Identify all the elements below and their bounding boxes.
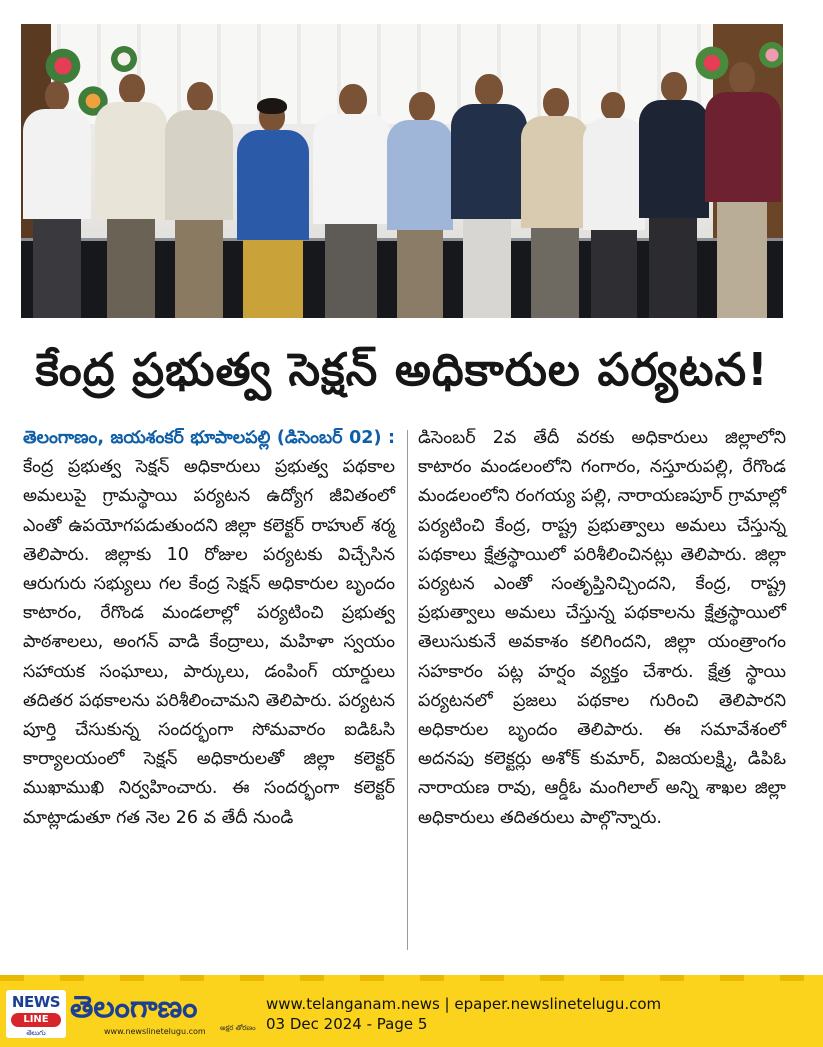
newsline-logo-telugu: తెలుగు bbox=[26, 1029, 46, 1037]
flower-decoration bbox=[109, 44, 139, 74]
newsline-logo-line: LINE bbox=[11, 1013, 61, 1027]
column-divider bbox=[407, 430, 408, 950]
person-3 bbox=[163, 80, 235, 318]
person-1 bbox=[21, 79, 95, 318]
article-headline: కేంద్ర ప్రభుత్వ సెక్షన్ అధికారుల పర్యటన! bbox=[35, 343, 769, 396]
person-7 bbox=[447, 74, 529, 318]
telanganam-logo-site: www.newslinetelugu.com bbox=[104, 1027, 206, 1036]
article-body-left: కేంద్ర ప్రభుత్వ సెక్షన్ అధికారులు ప్రభుత్వ పథకాల అమలుపై గ్రామస్థాయి పర్యటన ఉద్యోగ జీవితంలో ఎంతో ఉపయోగపడుతుందని జిల్లా కలెక్టర్ రాహుల్ శర్మ తెలిపారు. జిల్లాకు 10 రోజుల పర్యటకు విచ్చేసిన ఆరుగురు సభ్యులు గల కేంద్ర సెక్షన్ అధికారుల బృందం కాటారం, రేగొండ మండలాల్లో పర్యటించి ప్రభుత్వ పాఠశాలలు, అంగన్ వాడి కేంద్రాలు, మహిళా స్వయం సహాయక సంఘాలు, పార్కులు, డంపింగ్ యార్డులు తదితర పథకాలను పరిశీలించామని తెలిపారు. పర్యటన పూర్తి చేసుకున్న సందర్భంగా సోమవారం ఐడిఓసి కార్యాలయంలో సెక్షన్ అధికారులతో జిల్లా కలెక్టర్ ముఖాముఖి నిర్వహించారు. ఈ సందర్భంగా కలెక్టర్ మాట్లాడుతూ గత నెల 26 వ తేదీ నుండి bbox=[23, 457, 395, 828]
person-4 bbox=[233, 102, 313, 318]
newsline-logo-news: NEWS bbox=[11, 993, 61, 1011]
footer-date-page: 03 Dec 2024 - Page 5 bbox=[266, 1015, 428, 1033]
person-6 bbox=[385, 90, 455, 318]
person-2 bbox=[93, 74, 169, 318]
telanganam-logo-tagline: అక్షర తోరణం bbox=[220, 1024, 256, 1032]
footer-urls: www.telanganam.news | epaper.newslinetelugu.com bbox=[266, 995, 662, 1013]
footer-text bbox=[266, 994, 661, 1034]
article-column-left bbox=[23, 424, 395, 833]
footer-decor bbox=[0, 975, 823, 981]
article-column-right bbox=[418, 424, 786, 833]
article-photo bbox=[21, 24, 783, 318]
telanganam-logo bbox=[70, 990, 256, 1040]
person-11 bbox=[701, 62, 783, 318]
article-dateline: తెలంగాణం, జయశంకర్ భూపాలపల్లి (డిసెంబర్ 02) : bbox=[23, 428, 395, 448]
person-10 bbox=[637, 72, 711, 318]
person-5 bbox=[309, 82, 393, 318]
telanganam-logo-name: తెలంగాణం bbox=[70, 990, 198, 1025]
article-body-right: డిసెంబర్ 2వ తేదీ వరకు అధికారులు జిల్లాలోని కాటారం మండలంలోని గంగారం, నస్తూరుపల్లి, రేగొండ మండలంలోని రంగయ్య పల్లి, నారాయణపూర్ గ్రామాల్లో పర్యటించి కేంద్ర, రాష్ట్ర ప్రభుత్వాలు అమలు చేస్తున్న పథకాలు క్షేత్రస్థాయిలో పరిశీలించినట్లు తెలిపారు. జిల్లా పర్యటన ఎంతో సంతృప్తినిచ్చిందని, కేంద్ర, రాష్ట్ర ప్రభుత్వాలు అమలు చేస్తున్న పథకాలను క్షేత్రస్థాయిలో తెలుసుకునే అవకాశం కలిగిందని, జిల్లా యంత్రాంగం సహకారం పట్ల హర్షం వ్యక్తం చేశారు. క్షేత్ర స్థాయి పర్యటనలో ప్రజలు పథకాల గురించి తెలిపారని అధికారుల బృందం తెలిపారు. ఈ సమావేశంలో అదనపు కలెక్టర్లు అశోక్ కుమార్, విజయలక్ష్మి, డిపిఓ నారాయణ రావు, ఆర్డీఓ మంగిలాల్ అన్ని శాఖల జిల్లా అధికారులు తదితరులు పాల్గొన్నారు. bbox=[418, 428, 786, 828]
newsline-logo bbox=[6, 990, 66, 1038]
